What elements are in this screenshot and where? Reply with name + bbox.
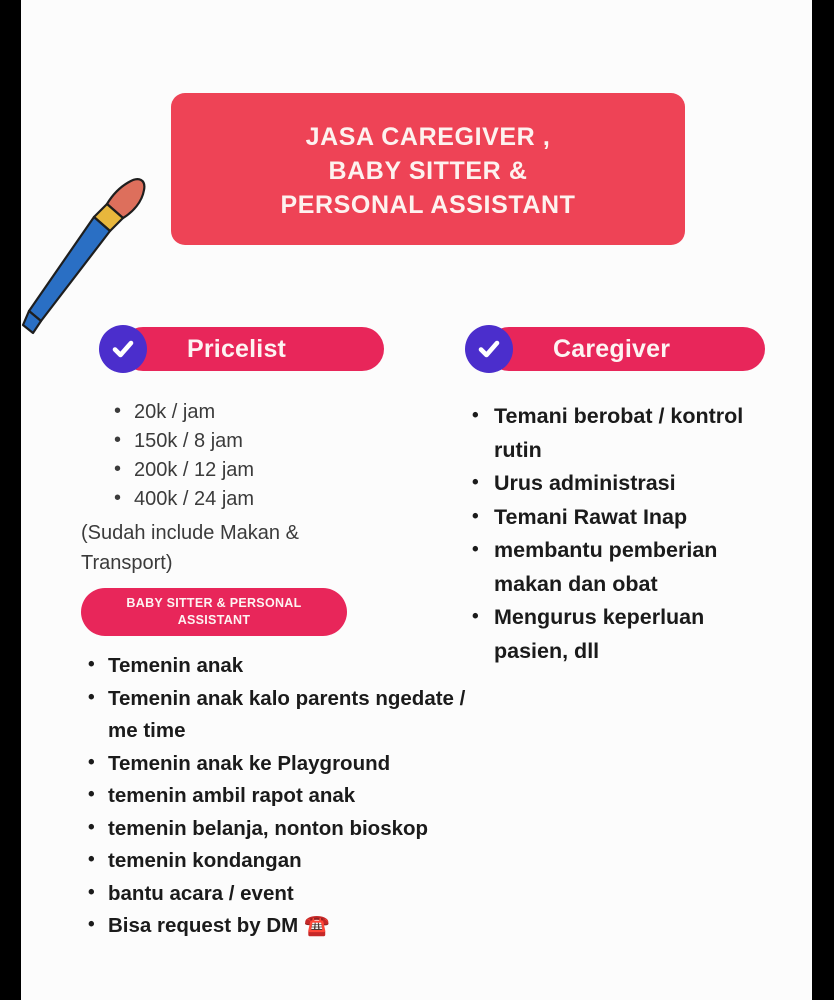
list-item: • temenin ambil rapot anak [84,780,484,813]
caregiver-badge-label: Caregiver [553,334,671,363]
list-item: • Urus administrasi [466,467,776,501]
check-icon [465,325,513,373]
pricelist-header [99,327,384,371]
list-item: • Bisa request by DM ☎️ [84,910,484,943]
check-icon [99,325,147,373]
caregiver-badge [487,327,765,371]
babysitter-badge-line-2: ASSISTANT [177,613,251,627]
pricelist-badge-label: Pricelist [187,334,287,363]
caregiver-items [466,400,776,668]
list-item: • 150k / 8 jam [106,427,406,456]
title-line-3: PERSONAL ASSISTANT [280,191,576,219]
list-item: • membantu pemberian makan dan obat [466,534,776,601]
list-item: • Temenin anak ke Playground [84,748,484,781]
list-item: • Temenin anak kalo parents ngedate / me time [84,683,484,748]
poster-title-banner [171,93,685,245]
caregiver-header [465,327,750,371]
list-item: • Mengurus keperluan pasien, dll [466,601,776,668]
list-item: • temenin kondangan [84,845,484,878]
paintbrush-icon [21,160,154,345]
list-item: • Temani Rawat Inap [466,501,776,535]
list-item: • 200k / 12 jam [106,456,406,485]
babysitter-items [84,650,484,943]
list-item: • Temani berobat / kontrol rutin [466,400,776,467]
list-item: • 20k / jam [106,398,406,427]
title-line-2: BABY SITTER & [328,157,528,185]
babysitter-badge [81,588,347,636]
babysitter-badge-line-1: BABY SITTER & PERSONAL [126,596,302,610]
pricelist-note: (Sudah include Makan & Transport) [81,522,299,574]
list-item: • Temenin anak [84,650,484,683]
list-item: • temenin belanja, nonton bioskop [84,813,484,846]
poster-page [21,0,812,1000]
title-line-1: JASA CAREGIVER , [305,123,551,151]
pricelist-items [106,398,406,514]
list-item: • 400k / 24 jam [106,485,406,514]
pricelist-badge [121,327,384,371]
list-item: • bantu acara / event [84,878,484,911]
